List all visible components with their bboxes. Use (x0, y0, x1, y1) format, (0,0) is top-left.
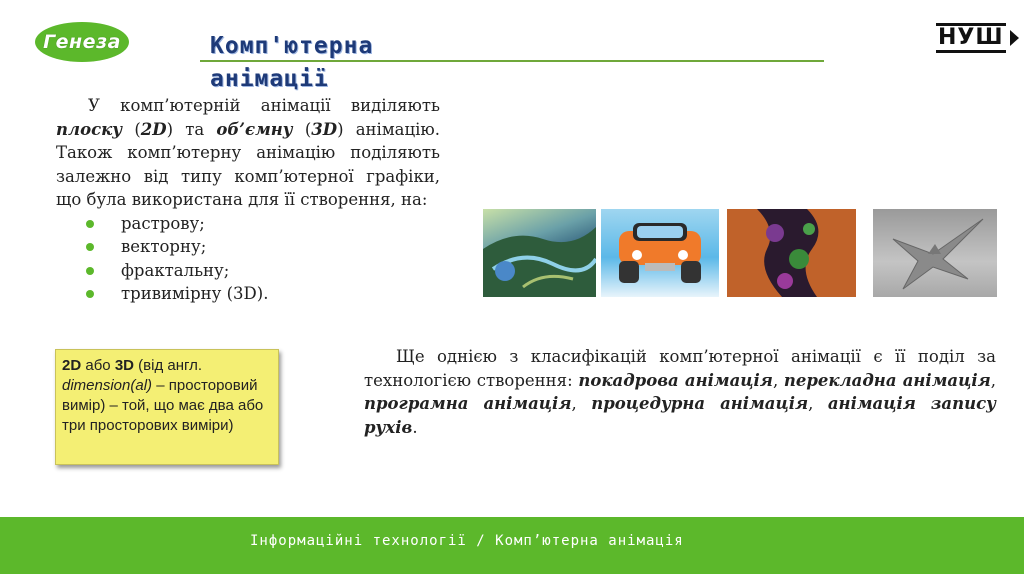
bullet-icon (86, 267, 94, 275)
animation-text: анімацію. (343, 119, 440, 139)
note-word: dimension(al) (62, 377, 153, 394)
note-term-2d: 2D (62, 357, 82, 374)
bullet-icon (86, 290, 94, 298)
geneza-logo (35, 22, 129, 62)
raster-image (483, 209, 596, 297)
title-divider (200, 60, 824, 62)
note-definition: – просторовий вимір) – той, що має два або три просторових виміри) (62, 377, 264, 434)
term-flat: плоску (56, 119, 123, 139)
definition-note (55, 349, 279, 465)
list-item (86, 235, 440, 259)
and-text: та (173, 119, 217, 139)
list-item-label: растрову; (121, 213, 205, 233)
list-item (86, 259, 440, 283)
term-3d: 3D (311, 119, 338, 139)
paren-close-1: ) (166, 119, 174, 139)
intro-text-2: Також комп’ютерну анімацію поділяють залежно від типу комп’ютерної графіки, що була використана для її створення, на: (56, 143, 440, 209)
list-item (86, 212, 440, 236)
nush-logo (936, 22, 1019, 54)
graphics-type-list (56, 212, 440, 306)
note-term-3d: 3D (114, 357, 134, 374)
comma: , (571, 394, 592, 413)
paren-open-2: ( (292, 119, 312, 139)
period: . (412, 417, 418, 437)
lead-text: Ще однією з класифікацій комп’ютерної анімації є її поділ за технологією створення: (364, 347, 996, 390)
3d-dragon-image (873, 209, 997, 297)
term-volumetric: об’ємну (216, 119, 293, 139)
main-text-block (56, 94, 440, 306)
vector-car-image (601, 209, 719, 297)
nush-label: НУШ (936, 23, 1006, 53)
comma: , (808, 394, 828, 413)
term-procedural-animation: процедурна анімація (591, 394, 809, 413)
main-paragraph (56, 94, 440, 212)
play-arrow-icon (1010, 30, 1019, 46)
footer-breadcrumb: Інформаційні технології / Комп’ютерна анімація (250, 533, 684, 549)
bullet-icon (86, 243, 94, 251)
technology-paragraph (364, 345, 996, 439)
term-program-animation: програмна анімація (364, 394, 572, 413)
list-item (86, 282, 440, 306)
term-2d: 2D (140, 119, 167, 139)
list-item-label: векторну; (121, 237, 207, 256)
technology-classification-text (364, 345, 996, 439)
note-from: (від англ. (134, 357, 203, 374)
bullet-icon (86, 220, 94, 228)
term-frame-animation: покадрова анімація (578, 370, 773, 390)
list-item-label: фрактальну; (121, 260, 230, 280)
intro-text-1: У комп’ютерній анімації виділяють (88, 96, 440, 115)
comma: , (772, 370, 784, 390)
paren-open-1: ( (122, 119, 141, 139)
note-or: або (81, 357, 115, 374)
logo-text: Генеза (43, 31, 121, 53)
term-motion-capture-animation: анімація запису рухів (364, 394, 996, 437)
fractal-image (727, 209, 856, 297)
footer-bar (0, 517, 1024, 574)
term-cutout-animation: перекладна анімація (783, 370, 991, 390)
paren-close-2: ) (337, 119, 344, 139)
list-item-label: тривимірну (3D). (121, 284, 269, 303)
slide-title: Комп'ютерна анімації (210, 33, 374, 92)
comma: , (990, 370, 996, 390)
